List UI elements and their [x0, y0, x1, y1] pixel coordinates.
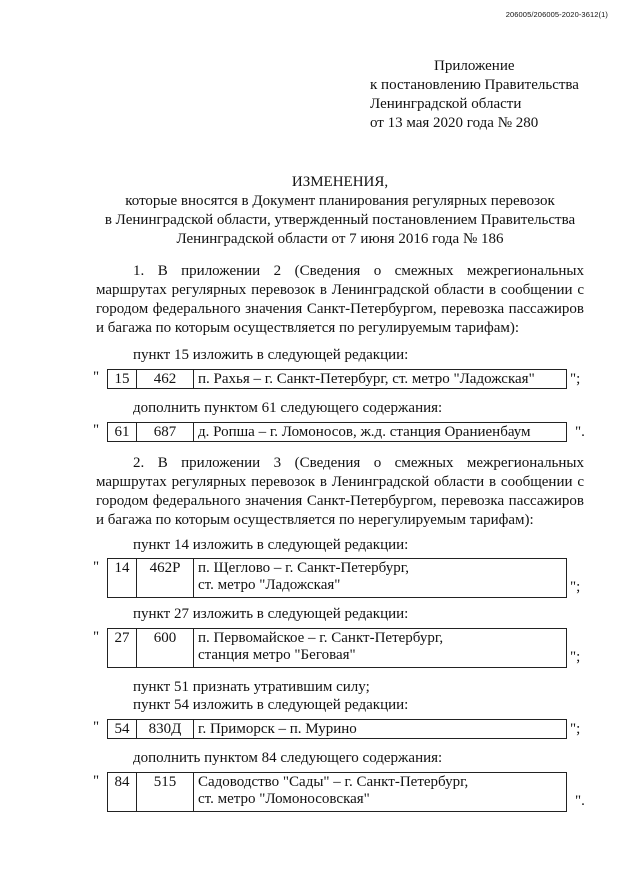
- section-2-instruction-5: дополнить пунктом 84 следующего содержания:: [133, 750, 443, 766]
- route-description-line: ст. метро "Ладожская": [198, 577, 341, 593]
- row-end-mark: ";: [570, 579, 581, 595]
- route-description: г. Приморск – п. Мурино: [194, 720, 567, 739]
- route-description-line: ст. метро "Ломоносовская": [198, 791, 370, 807]
- open-quote: ": [93, 422, 100, 438]
- row-end-mark: ".: [575, 424, 585, 440]
- route-description: д. Ропша – г. Ломоносов, ж.д. станция Ораниенбаум: [194, 423, 567, 442]
- document-title: [90, 173, 590, 249]
- route-number: 462: [137, 370, 194, 389]
- row-end-mark: ";: [570, 649, 581, 665]
- route-description-line: п. Щеглово – г. Санкт-Петербург,: [198, 560, 409, 576]
- route-row-54: [107, 719, 567, 739]
- appendix-line: Ленинградской области: [370, 96, 522, 112]
- route-description: [194, 559, 567, 598]
- route-number: 462Р: [137, 559, 194, 598]
- open-quote: ": [93, 719, 100, 735]
- title-line: Ленинградской области от 7 июня 2016 года № 186: [176, 231, 504, 247]
- section-1-instruction-2: дополнить пунктом 61 следующего содержания:: [133, 400, 443, 416]
- route-row-14: [107, 558, 567, 598]
- row-number: 84: [108, 773, 137, 812]
- open-quote: ": [93, 369, 100, 385]
- appendix-line: к постановлению Правительства: [370, 77, 579, 93]
- route-number: 515: [137, 773, 194, 812]
- row-end-mark: ".: [575, 793, 585, 809]
- section-2-instruction-3: пункт 51 признать утратившим силу;: [133, 679, 370, 695]
- section-1-instruction-1: пункт 15 изложить в следующей редакции:: [133, 347, 409, 363]
- route-description: п. Рахья – г. Санкт-Петербург, ст. метро "Ладожская": [194, 370, 567, 389]
- title-line: которые вносятся в Документ планирования регулярных перевозок: [125, 193, 555, 209]
- section-2-instruction-1: пункт 14 изложить в следующей редакции:: [133, 537, 409, 553]
- route-row-15: [107, 369, 567, 389]
- open-quote: ": [93, 629, 100, 645]
- appendix-header: [370, 57, 620, 133]
- appendix-line: от 13 мая 2020 года № 280: [370, 115, 539, 131]
- appendix-line: Приложение: [434, 58, 515, 74]
- route-description: [194, 629, 567, 668]
- route-number: 830Д: [137, 720, 194, 739]
- route-row-61: [107, 422, 567, 442]
- row-number: 14: [108, 559, 137, 598]
- title-line: в Ленинградской области, утвержденный постановлением Правительства: [104, 212, 576, 228]
- open-quote: ": [93, 559, 100, 575]
- route-row-84: [107, 772, 567, 812]
- section-2-paragraph: [96, 454, 584, 530]
- route-row-27: [107, 628, 567, 668]
- document-id: 206005/206005-2020-3612(1): [505, 10, 608, 19]
- row-number: 27: [108, 629, 137, 668]
- route-number: 600: [137, 629, 194, 668]
- section-1-text: 1. В приложении 2 (Сведения о смежных межрегиональных маршрутах регулярных перевозок в Ленинградской области в сообщении с городом федерального значения Санкт-Петербургом, перевозка пассажиров и багажа по которым осуществляется по регулируемым тарифам):: [96, 263, 584, 336]
- section-2-text: 2. В приложении 3 (Сведения о смежных межрегиональных маршрутах регулярных перевозок в Ленинградской области в сообщении с городом федерального значения Санкт-Петербургом, перевозка пассажиров и багажа по которым осуществляется по нерегулируемым тарифам):: [96, 455, 584, 528]
- section-2-instruction-2: пункт 27 изложить в следующей редакции:: [133, 606, 409, 622]
- route-number: 687: [137, 423, 194, 442]
- row-number: 54: [108, 720, 137, 739]
- row-end-mark: ";: [570, 721, 581, 737]
- title-heading: ИЗМЕНЕНИЯ,: [291, 174, 389, 190]
- section-1-paragraph: [96, 262, 584, 338]
- route-description: [194, 773, 567, 812]
- row-number: 15: [108, 370, 137, 389]
- open-quote: ": [93, 773, 100, 789]
- row-number: 61: [108, 423, 137, 442]
- route-description-line: Садоводство "Сады" – г. Санкт-Петербург,: [198, 774, 469, 790]
- section-2-instruction-4: пункт 54 изложить в следующей редакции:: [133, 697, 409, 713]
- row-end-mark: ";: [570, 371, 581, 387]
- route-description-line: п. Первомайское – г. Санкт-Петербург,: [198, 630, 444, 646]
- route-description-line: станция метро "Беговая": [198, 647, 356, 663]
